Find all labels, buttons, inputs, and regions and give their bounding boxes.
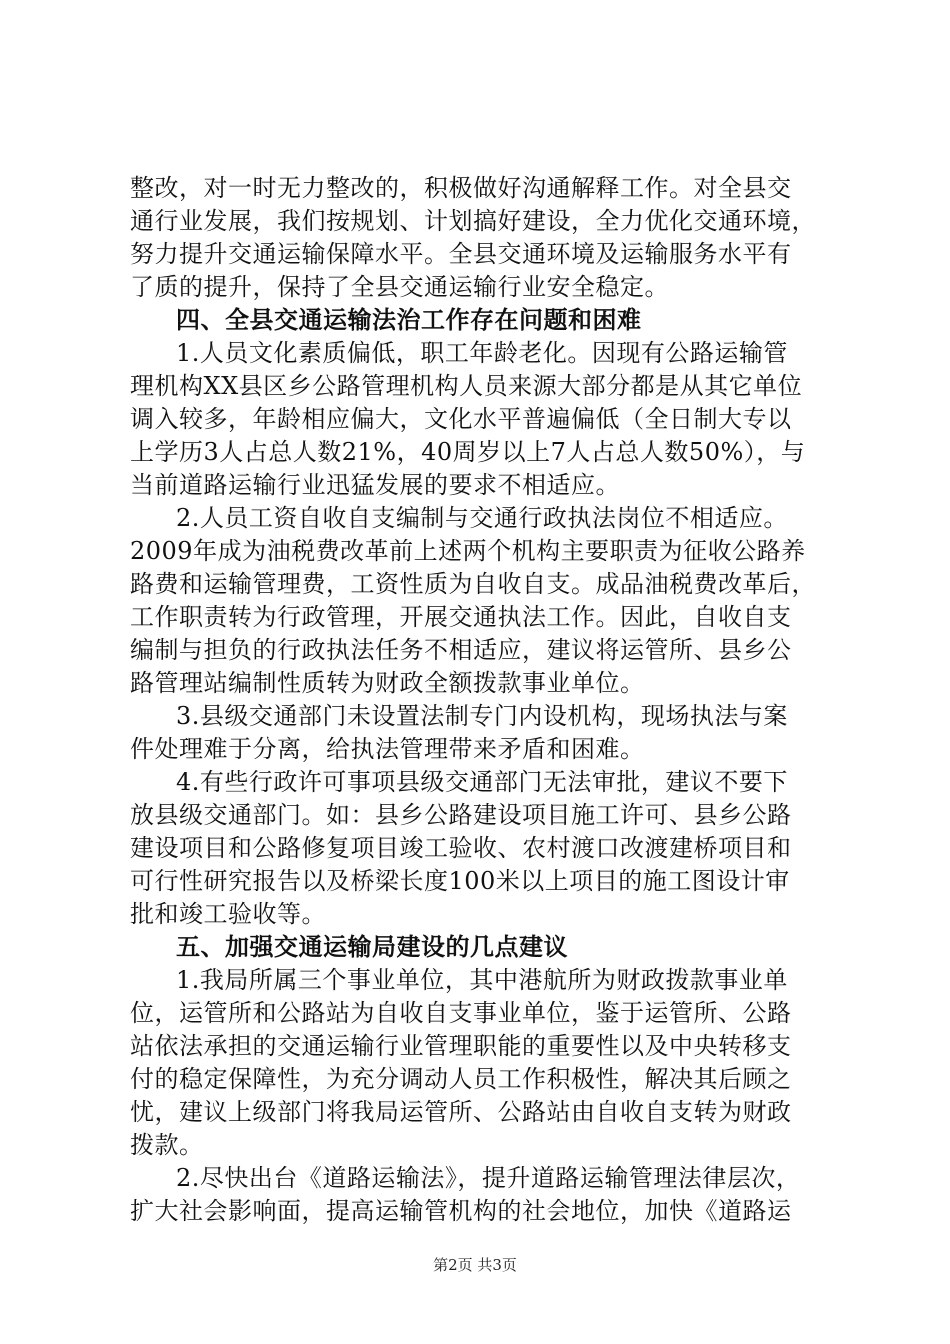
text-line: 努力提升交通运输保障水平。全县交通环境及运输服务水平有 — [130, 240, 792, 268]
text-line: 当前道路运输行业迅猛发展的要求不相适应。 — [130, 471, 620, 499]
paragraph-start: 2.人员工资自收自支编制与交通行政执法岗位不相适应。 — [176, 504, 788, 532]
text-line: 通行业发展，我们按规划、计划搞好建设，全力优化交通环境， — [130, 207, 816, 235]
text-line: 编制与担负的行政执法任务不相适应，建议将运管所、县乡公 — [130, 636, 792, 664]
paragraph-start: 4.有些行政许可事项县级交通部门无法审批，建议不要下 — [176, 768, 788, 796]
paragraph-start: 1.人员文化素质偏低，职工年龄老化。因现有公路运输管 — [176, 339, 788, 367]
text-line: 放县级交通部门。如：县乡公路建设项目施工许可、县乡公路 — [130, 801, 792, 829]
page-number-footer: 第2页 共3页 — [433, 1256, 517, 1274]
text-line: 路费和运输管理费，工资性质为自收自支。成品油税费改革后， — [130, 570, 816, 598]
text-line: 了质的提升，保持了全县交通运输行业安全稳定。 — [130, 273, 669, 301]
text-line: 理机构XX县区乡公路管理机构人员来源大部分都是从其它单位 — [130, 372, 803, 400]
text-line: 忧，建议上级部门将我局运管所、公路站由自收自支转为财政 — [130, 1098, 792, 1126]
text-line: 整改，对一时无力整改的，积极做好沟通解释工作。对全县交 — [130, 174, 792, 202]
text-line: 路管理站编制性质转为财政全额拨款事业单位。 — [130, 669, 645, 697]
text-line: 位，运管所和公路站为自收自支事业单位，鉴于运管所、公路 — [130, 999, 792, 1027]
text-line: 可行性研究报告以及桥梁长度100米以上项目的施工图设计审 — [130, 867, 790, 895]
text-line: 批和竣工验收等。 — [130, 900, 326, 928]
text-line: 调入较多，年龄相应偏大，文化水平普遍偏低（全日制大专以 — [130, 405, 792, 433]
section-heading: 四、全县交通运输法治工作存在问题和困难 — [176, 306, 642, 334]
text-line: 拨款。 — [130, 1131, 204, 1159]
paragraph-start: 3.县级交通部门未设置法制专门内设机构，现场执法与案 — [176, 702, 788, 730]
text-line: 扩大社会影响面，提高运输管机构的社会地位，加快《道路运 — [130, 1197, 792, 1225]
text-line: 付的稳定保障性，为充分调动人员工作积极性，解决其后顾之 — [130, 1065, 792, 1093]
section-heading: 五、加强交通运输局建设的几点建议 — [176, 933, 568, 961]
paragraph-start: 2.尽快出台《道路运输法》，提升道路运输管理法律层次， — [176, 1164, 801, 1192]
document-body — [130, 172, 830, 1228]
text-line: 站依法承担的交通运输行业管理职能的重要性以及中央转移支 — [130, 1032, 792, 1060]
text-line: 上学历3人占总人数21%，40周岁以上7人占总人数50%），与 — [130, 438, 806, 466]
paragraph-start: 1.我局所属三个事业单位，其中港航所为财政拨款事业单 — [176, 966, 788, 994]
text-line: 建设项目和公路修复项目竣工验收、农村渡口改渡建桥项目和 — [130, 834, 792, 862]
text-line: 2009年成为油税费改革前上述两个机构主要职责为征收公路养 — [130, 537, 806, 565]
text-line: 件处理难于分离，给执法管理带来矛盾和困难。 — [130, 735, 645, 763]
text-line: 工作职责转为行政管理，开展交通执法工作。因此，自收自支 — [130, 603, 792, 631]
